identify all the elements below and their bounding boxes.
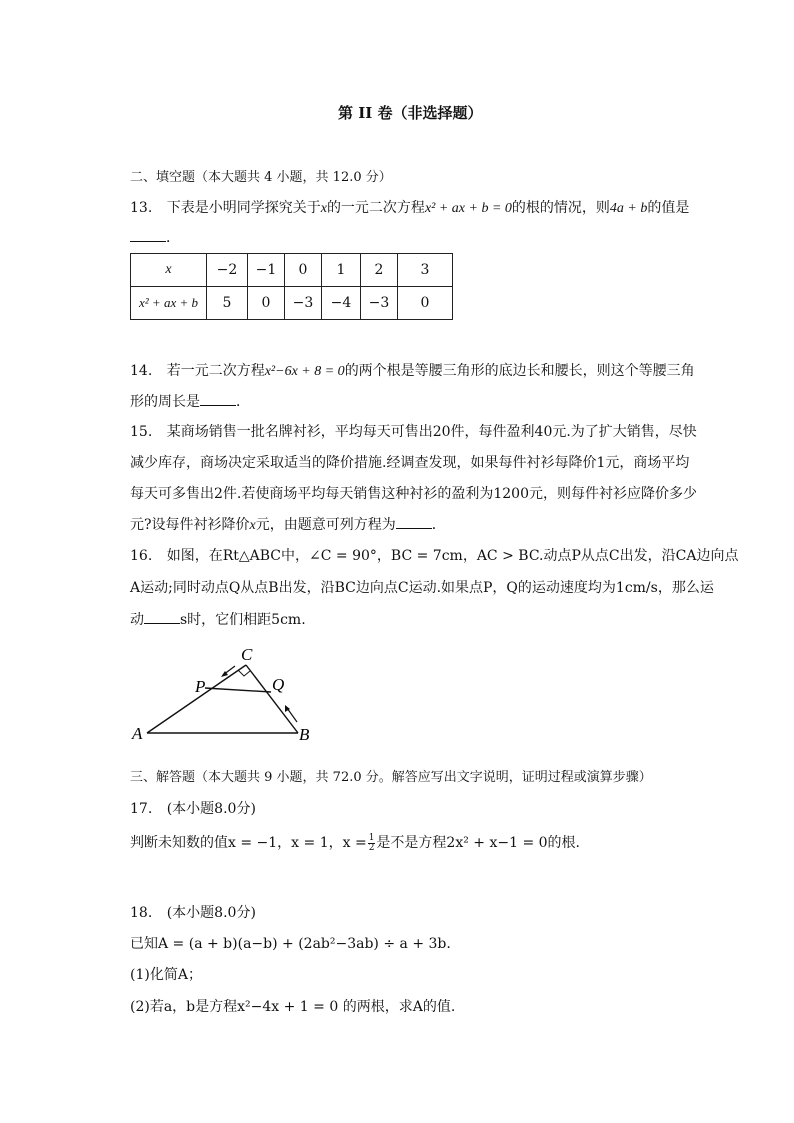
q14-line1-a: 若一元二次方程 (166, 363, 265, 379)
q14-line2-text: 形的周长是 (130, 394, 200, 410)
q17-frac-num: 1 (368, 832, 375, 843)
q14-number: 14. (130, 363, 153, 379)
q13-text-a: 下表是小明同学探究关于 (166, 200, 321, 216)
q18-line2: (1)化简A； (130, 967, 202, 983)
question-17 (130, 798, 256, 818)
table-cell: −2 (207, 254, 248, 287)
q15-line1: 某商场销售一批名牌衬衫，平均每天可售出20件，每件盈利40元.为了扩大销售，尽快 (166, 424, 697, 440)
label-a: A (132, 724, 143, 743)
q15-line4-a: 元?设每件衬衫降价 (130, 517, 250, 533)
q13-text-c: 的根的情况，则 (511, 200, 610, 216)
table-cell: −3 (361, 287, 398, 320)
q15-blank[interactable] (396, 516, 432, 529)
q13-table (130, 253, 453, 320)
table-cell: 3 (398, 254, 453, 287)
q13-text-d: 的值是 (647, 200, 690, 216)
q16-line3 (130, 609, 306, 629)
label-q: Q (272, 675, 285, 694)
table-cell: −4 (322, 287, 361, 320)
q16-number: 16. (130, 548, 153, 564)
table-row (131, 254, 453, 287)
table-cell: 0 (285, 254, 322, 287)
q13-number: 13. (130, 200, 153, 216)
q15-number: 15. (130, 424, 153, 440)
q17-frac-den: 2 (368, 842, 375, 853)
table-cell: 0 (398, 287, 453, 320)
q13-blank[interactable] (130, 229, 166, 242)
q14-blank[interactable] (200, 393, 236, 406)
q13-answer-line (130, 227, 180, 247)
q14-line2 (130, 391, 250, 411)
q14-end: ． (236, 394, 250, 410)
question-14 (130, 360, 695, 380)
q15-line4 (130, 514, 446, 534)
table-cell: 0 (248, 287, 285, 320)
q17-number: 17. (130, 801, 153, 817)
table-header-x: x (131, 254, 207, 287)
page-title: 第 II 卷（非选择题） (338, 104, 483, 122)
q17-text-a: 判断未知数的值x = −1，x = 1，x = (130, 835, 367, 851)
q18-number: 18. (130, 905, 153, 921)
q18-line1: 已知A = (a + b)(a−b) + (2ab²−3ab) ÷ a + 3b. (130, 936, 451, 952)
q13-text-b: 的一元二次方程 (326, 200, 425, 216)
q17-body (130, 832, 580, 853)
table-cell: −1 (248, 254, 285, 287)
question-18 (130, 902, 256, 922)
q16-line3-b: s时，它们相距5cm. (180, 612, 306, 628)
right-angle-mark (238, 670, 250, 676)
q13-equation: x² + ax + b = 0 (424, 201, 512, 216)
segment-pq (205, 688, 271, 692)
label-p: P (195, 677, 206, 696)
q16-triangle-figure (125, 640, 325, 750)
q13-end: ． (166, 230, 180, 246)
q15-line3: 每天可多售出2件.若使商场平均每天销售这种衬衫的盈利为1200元，则每件衬衫应降价多少 (130, 486, 697, 502)
q16-line2: A运动;同时动点Q从点B出发，沿BC边向点C运动.如果点P，Q的运动速度均为1cm/s，那么运 (130, 580, 714, 596)
q15-line4-b: 元，由题意可列方程为 (255, 517, 396, 533)
q15-end: ． (431, 517, 446, 533)
q18-score: (本小题8.0分) (166, 905, 256, 921)
table-header-expr: x² + ax + b (131, 287, 207, 320)
q17-score: (本小题8.0分) (166, 801, 256, 817)
question-16 (130, 545, 738, 565)
q15-var-x: x (249, 518, 256, 533)
table-cell: 1 (322, 254, 361, 287)
table-cell: 5 (207, 287, 248, 320)
label-b: B (299, 725, 310, 744)
table-row (131, 287, 453, 320)
q14-line1-b: 的两个根是等腰三角形的底边长和腰长，则这个等腰三角 (344, 363, 695, 379)
q17-fraction (368, 834, 376, 853)
q13-expr: 4a + b (609, 201, 648, 216)
q18-line3: (2)若a，b是方程x²−4x + 1 = 0 的两根，求A的值. (130, 999, 456, 1015)
q14-equation: x²−6x + 8 = 0 (264, 364, 345, 379)
label-c: C (241, 645, 253, 664)
section-solution-heading: 三、解答题（本大题共 9 小题，共 72.0 分。解答应写出文字说明，证明过程或演算步骤） (130, 770, 652, 785)
section-fill-blank-heading: 二、填空题（本大题共 4 小题，共 12.0 分） (130, 170, 392, 185)
table-cell: 2 (361, 254, 398, 287)
q13-var-x: x (320, 201, 327, 216)
question-13 (130, 197, 689, 217)
table-cell: −3 (285, 287, 322, 320)
q16-blank[interactable] (144, 611, 180, 624)
q16-line3-a: 动 (130, 612, 144, 628)
segment-ac (147, 665, 246, 733)
question-15 (130, 421, 697, 441)
q17-text-b: 是不是方程2x² + x−1 = 0的根. (376, 835, 580, 851)
q16-line1: 如图，在Rt△ABC中，∠C = 90°，BC = 7cm，AC > BC.动点P从点C出发，沿CA边向点 (166, 548, 739, 564)
q15-line2: 减少库存，商场决定采取适当的降价措施.经调查发现，如果每件衬衫每降价1元，商场平均 (130, 455, 690, 471)
